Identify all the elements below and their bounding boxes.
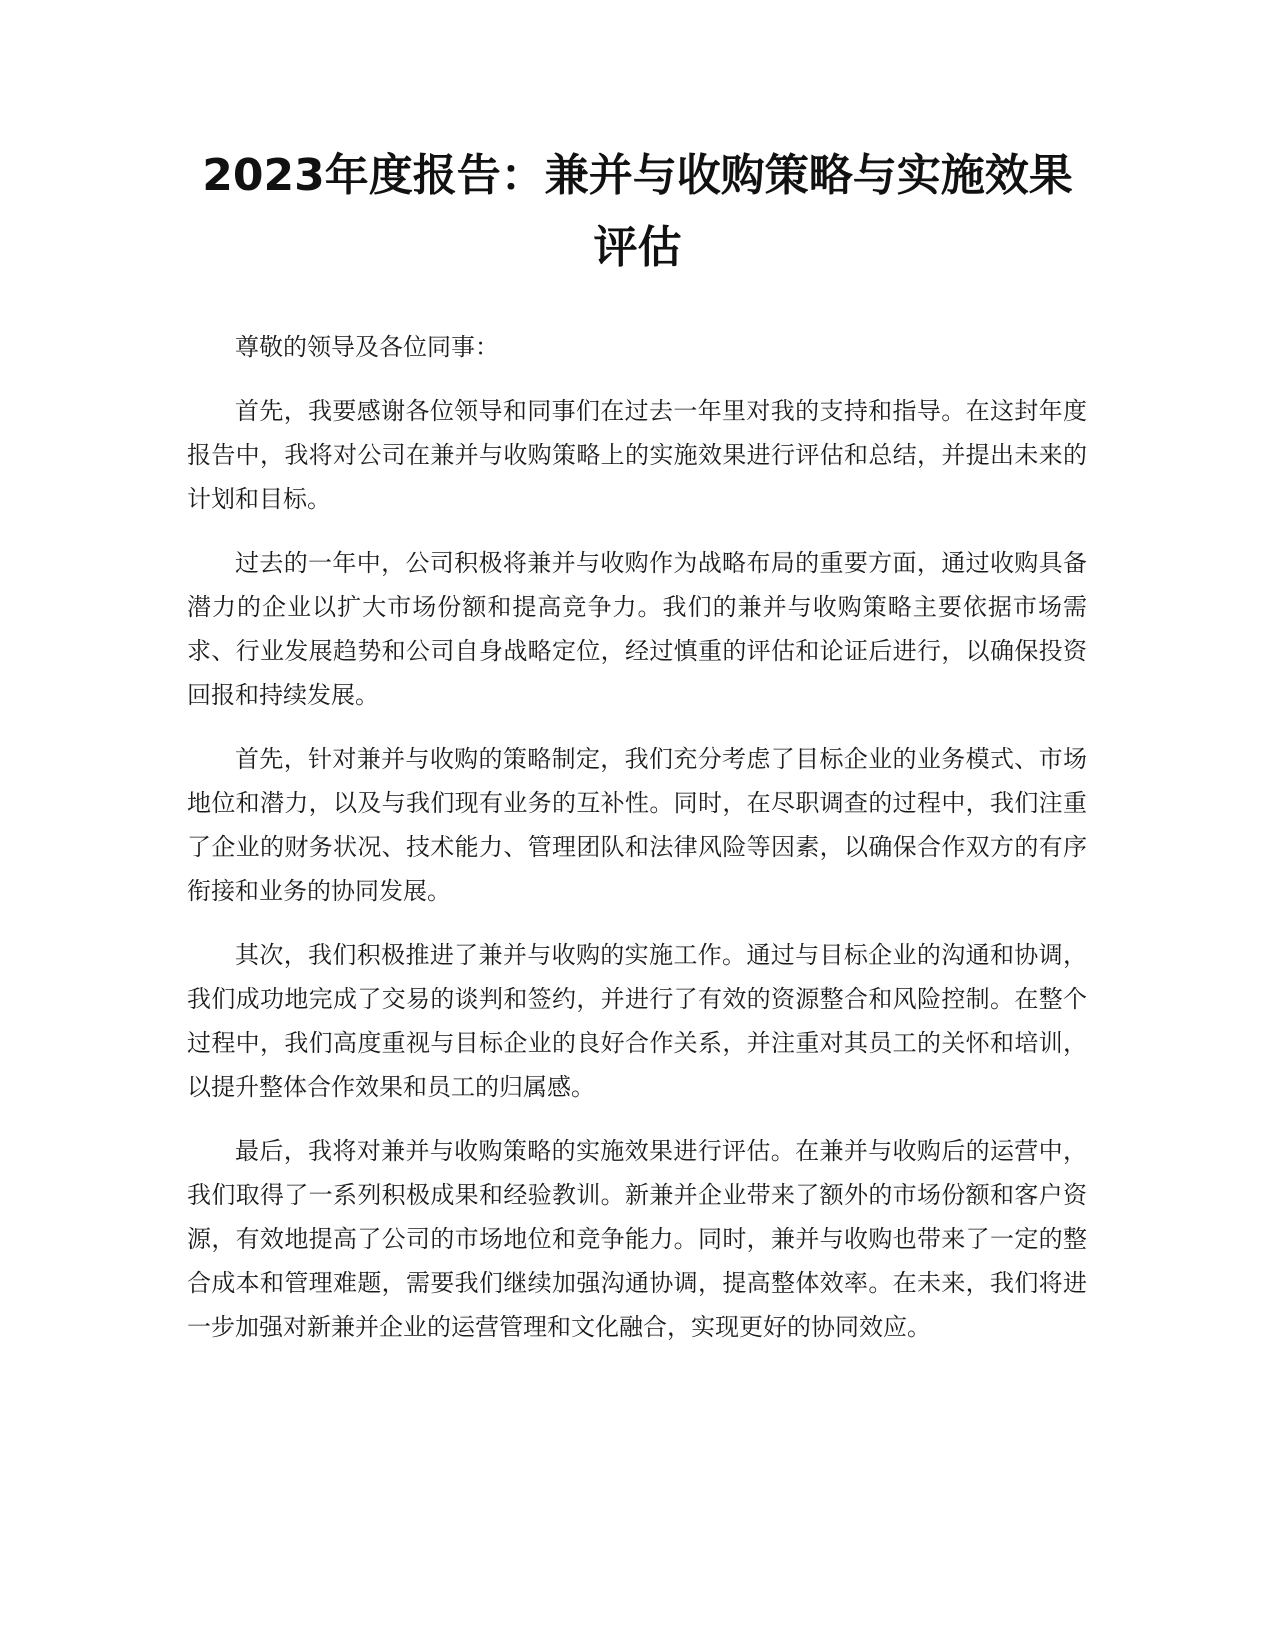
document-body — [187, 325, 1087, 1369]
document-title: 2023年度报告：兼并与收购策略与实施效果评估 — [202, 150, 1073, 273]
paragraph-strategy: 首先，针对兼并与收购的策略制定，我们充分考虑了目标企业的业务模式、市场地位和潜力，以及与我们现有业务的互补性。同时，在尽职调查的过程中，我们注重了企业的财务状况、技术能力、管理团队和法律风险等因素，以确保合作双方的有序衔接和业务的协同发展。 — [187, 745, 1087, 905]
paragraph-overview: 过去的一年中，公司积极将兼并与收购作为战略布局的重要方面，通过收购具备潜力的企业以扩大市场份额和提高竞争力。我们的兼并与收购策略主要依据市场需求、行业发展趋势和公司自身战略定位，经过慎重的评估和论证后进行，以确保投资回报和持续发展。 — [187, 549, 1087, 709]
paragraph-implementation: 其次，我们积极推进了兼并与收购的实施工作。通过与目标企业的沟通和协调，我们成功地完成了交易的谈判和签约，并进行了有效的资源整合和风险控制。在整个过程中，我们高度重视与目标企业的良好合作关系，并注重对其员工的关怀和培训，以提升整体合作效果和员工的归属感。 — [187, 941, 1087, 1101]
salutation: 尊敬的领导及各位同事： — [235, 333, 499, 361]
paragraph-intro: 首先，我要感谢各位领导和同事们在过去一年里对我的支持和指导。在这封年度报告中，我将对公司在兼并与收购策略上的实施效果进行评估和总结，并提出未来的计划和目标。 — [187, 397, 1087, 513]
paragraph-evaluation: 最后，我将对兼并与收购策略的实施效果进行评估。在兼并与收购后的运营中，我们取得了一系列积极成果和经验教训。新兼并企业带来了额外的市场份额和客户资源，有效地提高了公司的市场地位和竞争能力。同时，兼并与收购也带来了一定的整合成本和管理难题，需要我们继续加强沟通协调，提高整体效率。在未来，我们将进一步加强对新兼并企业的运营管理和文化融合，实现更好的协同效应。 — [187, 1137, 1087, 1341]
